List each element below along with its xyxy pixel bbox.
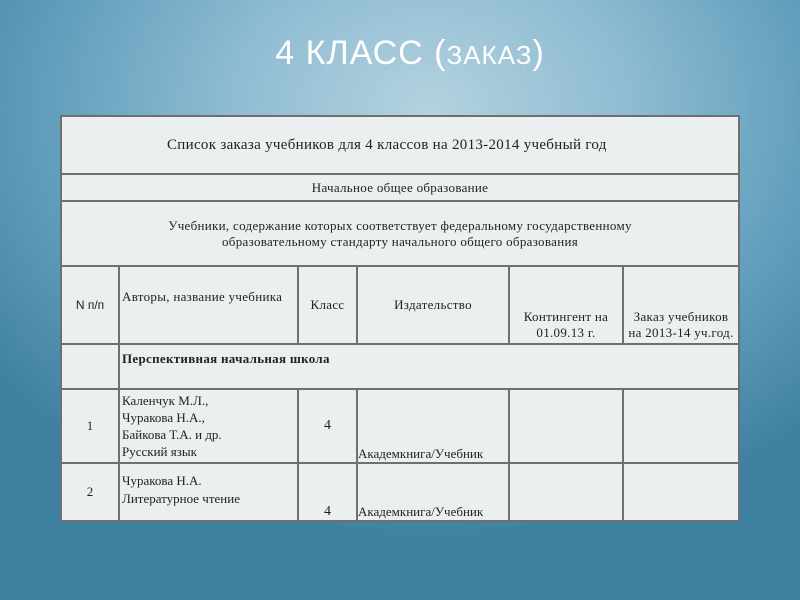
title-main: 4 КЛАСС ( xyxy=(275,34,447,72)
header-publisher: Издательство xyxy=(357,266,509,344)
row-grade: 4 xyxy=(298,463,357,521)
section-title: Перспективная начальная школа xyxy=(119,344,739,389)
title-end: ) xyxy=(532,34,545,72)
standard-line-1: Учебники, содержание которых соответствует федеральному государственному xyxy=(168,217,632,233)
slide-title xyxy=(0,34,800,73)
row-authors xyxy=(119,389,298,463)
header-order: Заказ учебников на 2013-14 уч.год. xyxy=(623,266,739,344)
row-num: 1 xyxy=(61,389,119,463)
author-line: Байкова Т.А. и др. xyxy=(122,427,222,442)
header-contingent: Контингент на 01.09.13 г. xyxy=(509,266,623,344)
table-row xyxy=(61,389,739,463)
row-contingent xyxy=(509,463,623,521)
row-authors xyxy=(119,463,298,521)
standard-line-2: образовательному стандарту начального общего образования xyxy=(222,233,578,249)
row-grade: 4 xyxy=(298,389,357,463)
author-line: Каленчук М.Л., xyxy=(122,393,209,408)
book-title: Литературное чтение xyxy=(122,491,240,506)
header-grade: Класс xyxy=(298,266,357,344)
row-order xyxy=(623,463,739,521)
row-num: 2 xyxy=(61,463,119,521)
row-contingent xyxy=(509,389,623,463)
section-row xyxy=(61,344,739,389)
textbook-order-table xyxy=(60,115,740,522)
row-order xyxy=(623,389,739,463)
table-row xyxy=(61,463,739,521)
header-row xyxy=(61,266,739,344)
row-publisher: Академкнига/Учебник xyxy=(357,463,509,521)
education-level: Начальное общее образование xyxy=(61,174,739,201)
header-authors: Авторы, название учебника xyxy=(119,266,298,344)
header-num: N п/п xyxy=(61,266,119,344)
book-title: Русский язык xyxy=(122,444,197,459)
title-small-caps: ЗАКАЗ xyxy=(446,40,533,70)
author-line: Чуракова Н.А. xyxy=(122,473,202,488)
table-caption: Список заказа учебников для 4 классов на 2013-2014 учебный год xyxy=(61,116,739,174)
row-publisher: Академкнига/Учебник xyxy=(357,389,509,463)
author-line: Чуракова Н.А., xyxy=(122,410,205,425)
standard-note xyxy=(61,201,739,266)
